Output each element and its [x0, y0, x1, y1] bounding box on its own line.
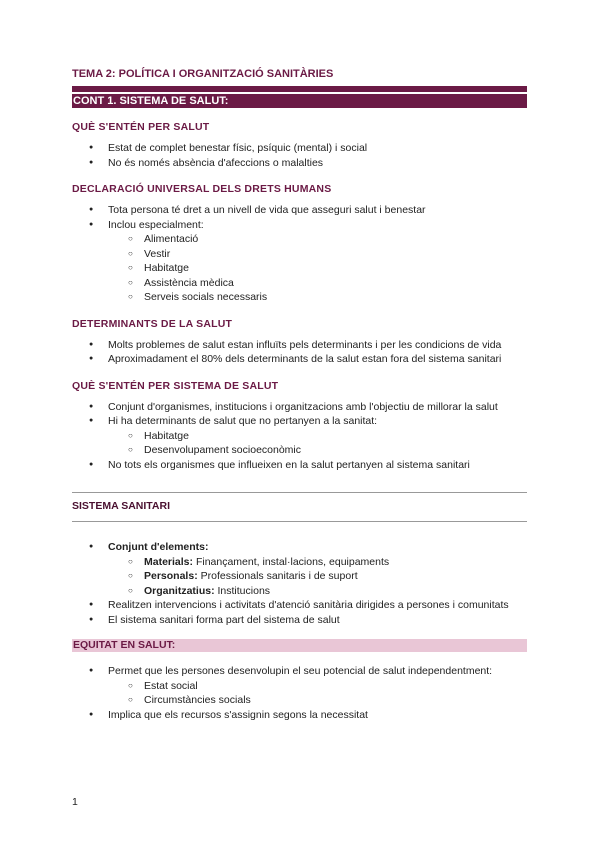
- page-number: 1: [72, 796, 78, 808]
- list-equitat: [72, 664, 527, 722]
- list-item: ● No tots els organismes que influeixen en la salut pertanyen al sistema sanitari: [72, 458, 527, 473]
- list-item: ● Permet que les persones desenvolupin el seu potencial de salut independentment:: [72, 664, 527, 679]
- list-sistema-salut: [72, 400, 527, 473]
- list-item: ● El sistema sanitari forma part del sistema de salut: [72, 613, 527, 628]
- list-drets: [72, 203, 527, 305]
- sub-list-item: ○ Serveis socials necessaris: [72, 290, 527, 305]
- list-item: ● No és només absència d'afeccions o malalties: [72, 156, 527, 171]
- sub-text: Professionals sanitaris i de suport: [197, 570, 358, 582]
- list-item: ● Estat de complet benestar físic, psíquic (mental) i social: [72, 141, 527, 156]
- bold-label: Materials:: [144, 555, 194, 568]
- list-salut: [72, 141, 527, 170]
- bold-label: Organitzatius:: [144, 584, 215, 597]
- section-bar: CONT 1. SISTEMA DE SALUT:: [72, 94, 527, 108]
- list-item: ● Tota persona té dret a un nivell de vida que asseguri salut i benestar: [72, 203, 527, 218]
- sub-list-item: ○ Habitatge: [72, 261, 527, 276]
- document-page: [72, 68, 527, 722]
- document-title: TEMA 2: POLÍTICA I ORGANITZACIÓ SANITÀRIES: [72, 68, 334, 80]
- list-item: ● Aproximadament el 80% dels determinants de la salut estan fora del sistema sanitari: [72, 352, 527, 367]
- sub-text: Finançament, instal·lacions, equipaments: [193, 555, 390, 568]
- sub-text: Institucions: [214, 584, 271, 597]
- sub-list-item: [72, 555, 527, 570]
- list-item: ● Molts problemes de salut estan influïts pels determinants i per les condicions de vida: [72, 338, 527, 353]
- sub-list-item: ○ Circumstàncies socials: [72, 693, 527, 708]
- sub-list-item: ○ Vestir: [72, 247, 527, 262]
- list-item: ● Implica que els recursos s'assignin segons la necessitat: [72, 708, 527, 723]
- sub-list-item: [72, 569, 527, 584]
- list-sistema-sanitari: [72, 540, 527, 627]
- divider: [72, 492, 527, 493]
- sub-list-item: ○ Assistència mèdica: [72, 276, 527, 291]
- list-determinants: [72, 338, 527, 367]
- decorative-bar: [72, 86, 527, 92]
- bold-label: Personals:: [144, 570, 198, 582]
- list-item: [72, 540, 527, 555]
- sub-list-item: [72, 584, 527, 599]
- sub-list-item: ○ Alimentació: [72, 232, 527, 247]
- heading-salut: QUÈ S'ENTÉN PER SALUT: [72, 121, 210, 133]
- sub-list-item: ○ Desenvolupament socioeconòmic: [72, 443, 527, 458]
- heading-sistema-sanitari: SISTEMA SANITARI: [72, 500, 171, 512]
- sub-list-item: ○ Habitatge: [72, 429, 527, 444]
- heading-drets-humans: DECLARACIÓ UNIVERSAL DELS DRETS HUMANS: [72, 183, 332, 195]
- bold-label: Conjunt d'elements:: [108, 541, 209, 553]
- heading-determinants: DETERMINANTS DE LA SALUT: [72, 317, 233, 330]
- list-item: ● Conjunt d'organismes, institucions i organitzacions amb l'objectiu de millorar la salut: [72, 400, 527, 415]
- list-item: ● Inclou especialment:: [72, 218, 527, 233]
- sub-list-item: ○ Estat social: [72, 679, 527, 694]
- heading-equitat: EQUITAT EN SALUT:: [72, 639, 527, 652]
- list-item: ● Hi ha determinants de salut que no pertanyen a la sanitat:: [72, 414, 527, 429]
- heading-sistema-salut: QUÈ S'ENTÉN PER SISTEMA DE SALUT: [72, 379, 279, 392]
- list-item: ● Realitzen intervencions i activitats d'atenció sanitària dirigides a persones i comunitats: [72, 598, 527, 613]
